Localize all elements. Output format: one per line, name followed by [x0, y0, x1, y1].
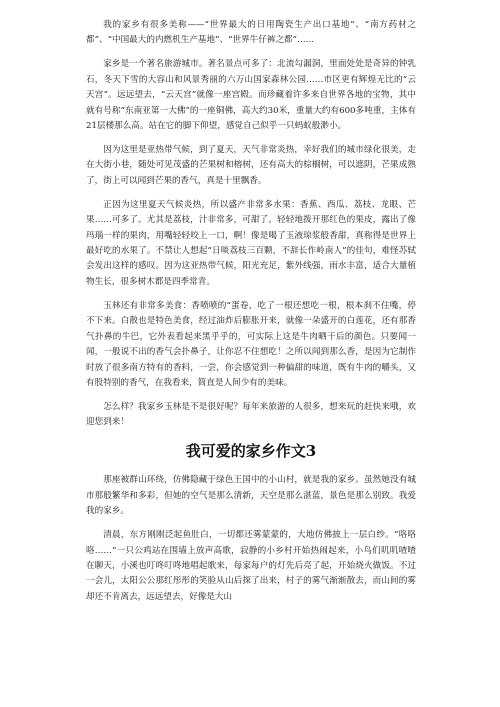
document-body	[86, 18, 416, 614]
paragraph-village: 那座被群山环绕，仿佛隐藏于绿色王国中的小山村，就是我的家乡。虽然她没有城市那般繁华和多彩，但她的空气是那么清新，天空是那么湛蓝，景色是那么别致。我爱我的家乡。	[86, 475, 416, 517]
paragraph-climate: 因为这里是亚热带气候，到了夏天，天气非常炎热，幸好我们的城市绿化很美，走在大街小巷，随处可见茂盛的芒果树和榕树，还有高大的棕榈树，可以遮阴，芒果成熟了，街上可以闻到芒果的香气，真是十里飘香。	[86, 145, 416, 186]
paragraph-closing: 怎么样？我家乡玉林是不是很好呢？每年来旅游的人很多，想来玩的赶快来哦，欢迎您到来！	[86, 401, 416, 428]
paragraph-intro: 我的家乡有很多美称——“世界最大的日用陶瓷生产出口基地”、“南方药材之都”、“中国最大的内燃机生产基地”、“世界牛仔裤之都”……	[86, 20, 416, 46]
paragraph-tourism: 家乡是一个著名旅游城市。著名景点可多了：北流勾漏洞，里面处处是奇异的钟乳石，冬天下雪的大容山和风景秀丽的六万山国家森林公园……市区更有辉煌无比的“云天宫”。远远望去，“云天宫”就像一座宫殿。而珍藏着许多来自世界各地的宝物，其中就有号称“东南亚第一大佛”的一座铜佛，高大约30米，重量大约有600多吨重，主体有21层楼那么高。站在它的脚下仰望，感觉自己似乎一只蚂蚁般渺小。	[86, 59, 416, 132]
paragraph-fruits: 正因为这里夏天气候炎热，所以盛产非常多水果：香蕉、西瓜、荔枝、龙眼、芒果……可多了。尤其是荔枝，汁非常多，可甜了。轻轻地拨开那红色的果皮，露出了像玛瑙一样的果肉，用嘴轻轻咬上一口，啊！像是喝了玉液琼浆般香甜，真称得是世界上最好吃的水果了。不禁让人想起“日啖荔枝三百颗，不辞长作岭南人”的佳句，难怪苏轼会发出这样的感叹。因为这亚热带气候，阳光充足，紫外线强，雨水丰富，适合大量植物生长，很多树木都是四季常青。	[86, 199, 416, 287]
essay-heading: 我可爱的家乡作文3	[185, 442, 317, 461]
paragraph-morning: 清晨，东方刚刚泛起鱼肚白，一切都还雾蒙蒙的，大地仿佛披上一层白纱。“咯咯咯……”一只公鸡站在围墙上放声高歌，寂静的小乡村开始热闹起来，小鸟们叽叽喳喳在聊天，小溪也叮咚叮咚地唱起歌来，每家每户的灯先后亮了起，开始烧火做饭。不过一会儿，太阳公公那红彤彤的笑脸从山后探了出来，村子的雾气渐渐散去，而山间的雾却还不肯离去，远远望去，好像是大山	[86, 530, 416, 602]
paragraph-food: 玉林还有非常多美食：香喷喷的“蛋卷，吃了一根还想吃一根，根本刹不住嘴，停不下来。白散也是特色美食，经过油炸后膨胀开来，就像一朵盛开的白莲花，还有那香气扑鼻的牛巴，它外表看起来黑乎乎的，可实际上这是牛肉晒干后的颜色。只要闻一闻，一般说不出的香气会扑鼻子，让你忍不住想吃！之所以闻到那么香，是因为它制作时放了很多南方特有的香料，一尝，你会感觉到一种偏甜的味道，既有牛肉的嚼头，又有股特别的香气，在我看来，简直是人间少有的美味。	[86, 300, 416, 388]
